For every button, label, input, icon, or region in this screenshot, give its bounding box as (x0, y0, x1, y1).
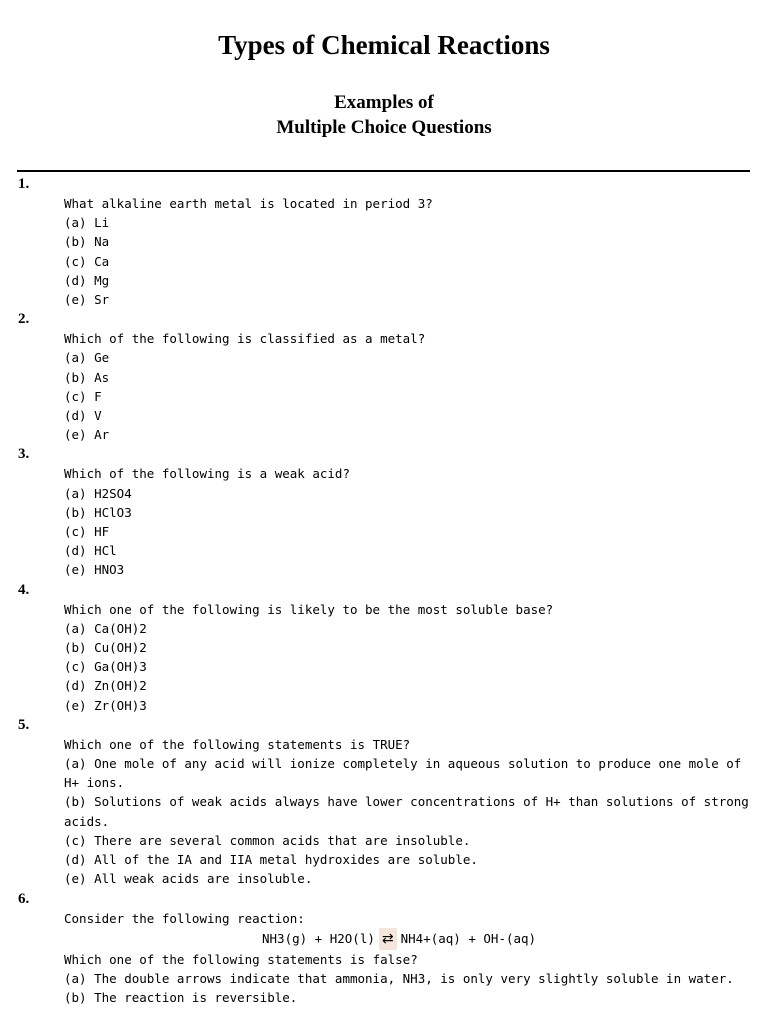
answer-option: (a) Li (64, 215, 110, 231)
question-3 (0, 444, 768, 579)
prompt-text: Which one of the following statements is (64, 736, 373, 752)
prompt-suffix: ? (402, 736, 411, 752)
question-number: 2. (18, 311, 30, 328)
subtitle-line-2: Multiple Choice Questions (276, 117, 492, 138)
answer-option: (d) All of the IA and IIA metal hydroxides are soluble. (64, 852, 478, 868)
page-title: Types of Chemical Reactions (218, 30, 550, 60)
prompt-text: Which one of the following statements is (64, 951, 373, 967)
question-1 (0, 174, 768, 309)
question-prompt: Which of the following is a weak acid? (64, 466, 350, 482)
question-prompt: What alkaline earth metal is located in period 3? (64, 196, 433, 211)
question-list (0, 174, 768, 1007)
answer-option: (b) Solutions of weak acids always have lower concentrations of H+ than solutions of strong acids. (64, 794, 757, 829)
subtitle-line-1: Examples of (334, 92, 434, 113)
question-prompt: Which of the following is classified as a metal? (64, 331, 426, 347)
answer-option: (b) The reaction is reversible. (64, 990, 298, 1006)
question-5 (0, 715, 768, 889)
answer-option: (a) H2SO4 (64, 485, 132, 501)
answer-option: (a) The double arrows indicate that ammonia, NH3, is only very slightly soluble in water. (64, 970, 734, 986)
answer-option: (e) Sr (64, 292, 110, 308)
answer-option: (a) Ge (64, 350, 110, 366)
question-prompt (0, 950, 768, 969)
answer-option: (e) Zr(OH)3 (64, 697, 147, 713)
prompt-emphasis: false (372, 951, 411, 967)
question-2 (0, 309, 768, 444)
answer-option: (e) All weak acids are insoluble. (64, 871, 313, 887)
equation-reactants: NH3(g) + H2O(l) (262, 930, 375, 946)
question-number: 5. (18, 716, 30, 733)
answer-option: (d) HCl (64, 543, 117, 559)
answer-option: (b) Cu(OH)2 (64, 640, 147, 656)
header-divider (17, 170, 750, 172)
answer-option: (c) HF (64, 524, 110, 540)
answer-option: (d) Zn(OH)2 (64, 678, 147, 694)
question-6 (0, 889, 768, 1008)
answer-option: (d) V (64, 408, 102, 424)
answer-option: (e) Ar (64, 427, 110, 443)
answer-option: (b) HClO3 (64, 504, 132, 520)
answer-option: (b) Na (64, 234, 110, 250)
answer-option: (a) One mole of any acid will ionize completely in aqueous solution to produce one mole of H+ ions. (64, 756, 749, 791)
prompt-suffix: ? (410, 951, 418, 967)
question-prompt: Which one of the following is likely to be the most soluble base? (64, 601, 554, 617)
question-4 (0, 580, 768, 715)
chemical-equation (0, 928, 768, 950)
question-prompt (0, 735, 768, 754)
question-number: 3. (18, 446, 30, 463)
answer-option: (b) As (64, 369, 110, 385)
question-number: 1. (18, 176, 30, 192)
answer-option: (c) Ca (64, 253, 110, 269)
answer-option: (a) Ca(OH)2 (64, 620, 147, 636)
question-number: 6. (18, 890, 30, 907)
answer-option: (e) HNO3 (64, 562, 125, 578)
answer-option: (c) There are several common acids that are insoluble. (64, 832, 471, 848)
page-subtitle (0, 90, 768, 140)
answer-option: (c) Ga(OH)3 (64, 659, 147, 675)
question-intro: Consider the following reaction: (64, 910, 305, 926)
prompt-emphasis: TRUE (372, 736, 403, 752)
answer-option: (d) Mg (64, 272, 110, 288)
question-number: 4. (18, 581, 30, 598)
equilibrium-arrow-icon: ⇄ (379, 928, 397, 950)
answer-option: (c) F (64, 388, 102, 404)
equation-products: NH4+(aq) + OH-(aq) (400, 930, 537, 946)
